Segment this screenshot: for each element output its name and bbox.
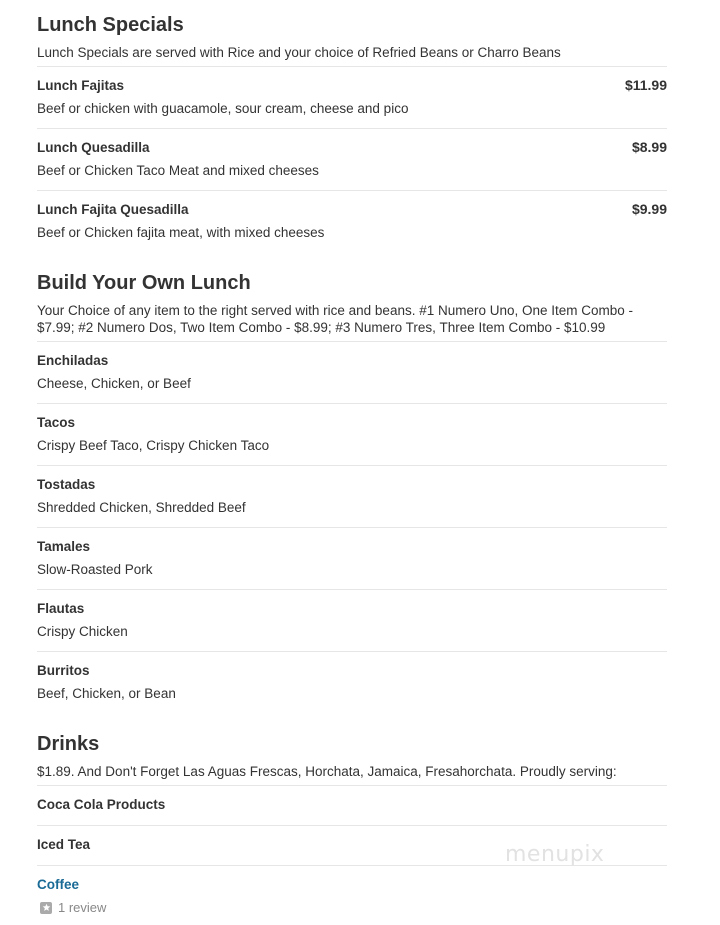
item-name: Burritos <box>37 663 90 678</box>
menu-item-lunch-fajita-quesadilla[interactable] <box>37 190 667 241</box>
section-description: Lunch Specials are served with Rice and your choice of Refried Beans or Charro Beans <box>37 45 561 60</box>
menu-item-lunch-fajitas[interactable] <box>37 66 667 117</box>
item-name: Enchiladas <box>37 353 109 368</box>
section-title: Lunch Specials <box>37 14 184 36</box>
item-name: Tacos <box>37 415 76 430</box>
section-drinks <box>37 732 667 780</box>
menu-item-burritos[interactable] <box>37 651 667 702</box>
item-description: Cheese, Chicken, or Beef <box>37 376 191 391</box>
item-name: Tostadas <box>37 477 96 492</box>
menu-item-enchiladas[interactable] <box>37 341 667 392</box>
item-description: Beef or Chicken Taco Meat and mixed cheeses <box>37 163 319 178</box>
item-name: Tamales <box>37 539 91 554</box>
watermark-logo: menupix <box>505 842 605 867</box>
section-lunch-specials <box>37 13 667 61</box>
item-description: Beef, Chicken, or Bean <box>37 686 176 701</box>
item-description: Crispy Beef Taco, Crispy Chicken Taco <box>37 438 270 453</box>
menu-item-tacos[interactable] <box>37 403 667 454</box>
menu-item-tamales[interactable] <box>37 527 667 578</box>
star-icon <box>40 902 52 914</box>
review-count[interactable] <box>37 900 667 915</box>
item-name: Flautas <box>37 601 85 616</box>
menu-item-flautas[interactable] <box>37 589 667 640</box>
item-price: $11.99 <box>624 77 667 93</box>
menu-item-coffee <box>37 865 667 915</box>
section-title: Build Your Own Lunch <box>37 272 251 294</box>
section-description: Your Choice of any item to the right served with rice and beans. #1 Numero Uno, One Item Combo - $7.99; #2 Numero Dos, Two Item Combo - $8.99; #3 Numero Tres, Three Item Combo - $10.99 <box>37 303 634 335</box>
item-description: Beef or chicken with guacamole, sour cream, cheese and pico <box>37 101 409 116</box>
section-build-your-own-lunch <box>37 271 667 336</box>
menu-item-lunch-quesadilla[interactable] <box>37 128 667 179</box>
item-price: $8.99 <box>631 139 667 155</box>
item-description: Beef or Chicken fajita meat, with mixed cheeses <box>37 225 325 240</box>
item-description: Slow-Roasted Pork <box>37 562 153 577</box>
item-description: Crispy Chicken <box>37 624 128 639</box>
item-description: Shredded Chicken, Shredded Beef <box>37 500 246 515</box>
item-name: Iced Tea <box>37 837 91 852</box>
item-price: $9.99 <box>631 201 667 217</box>
menu-item-tostadas[interactable] <box>37 465 667 516</box>
coffee-link[interactable]: Coffee <box>37 877 80 892</box>
item-name: Lunch Fajitas <box>37 78 125 93</box>
item-name: Lunch Quesadilla <box>37 140 150 155</box>
review-label: 1 review <box>58 900 107 915</box>
section-title: Drinks <box>37 733 100 755</box>
item-name: Lunch Fajita Quesadilla <box>37 202 189 217</box>
item-name: Coca Cola Products <box>37 797 166 812</box>
section-description: $1.89. And Don't Forget Las Aguas Frescas, Horchata, Jamaica, Fresahorchata. Proudly serving: <box>37 764 617 779</box>
menu-item-coca-cola-products[interactable] <box>37 785 667 813</box>
